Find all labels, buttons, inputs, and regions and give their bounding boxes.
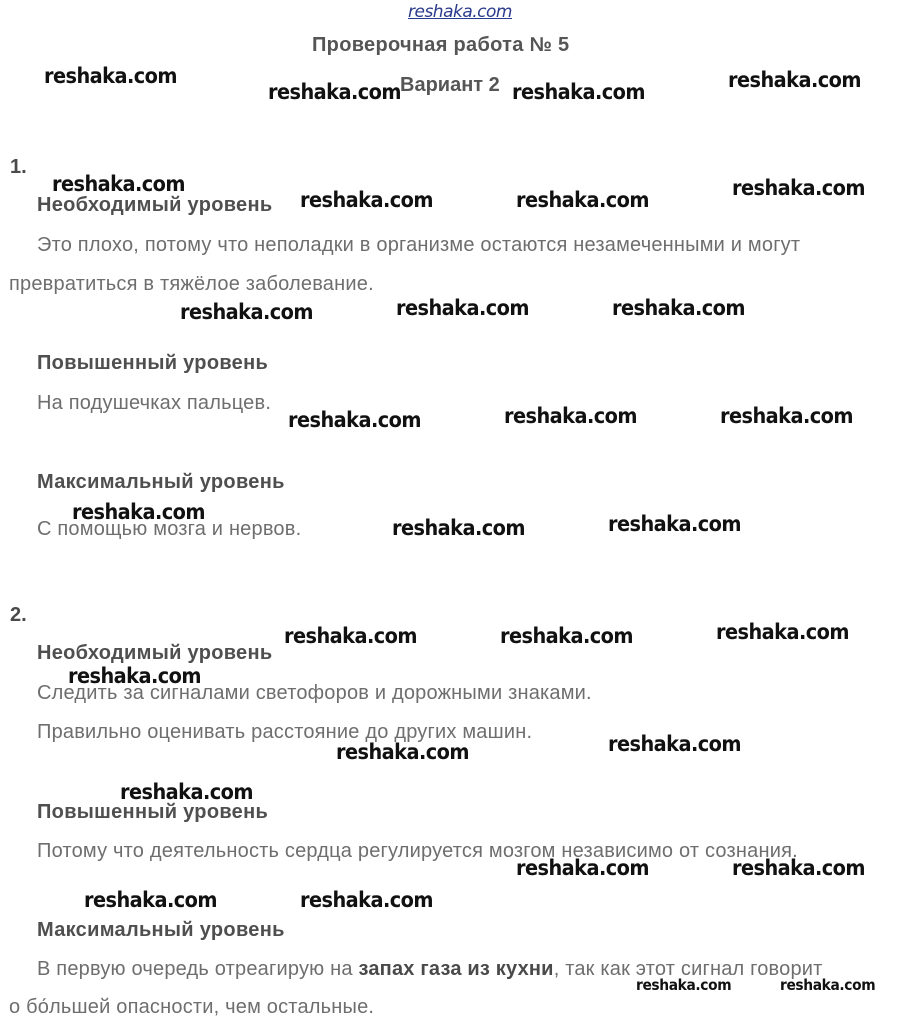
answer-text-suffix: , так как этот сигнал говорит [553, 958, 823, 980]
watermark: reshaka.com [732, 856, 865, 880]
q2-level-required-answer-line1: Следить за сигналами светофоров и дорожными знаками. [37, 682, 592, 704]
watermark: reshaka.com [120, 780, 253, 804]
page-title: Проверочная работа № 5 [312, 34, 570, 56]
q1-level-required-heading: Необходимый уровень [37, 194, 273, 216]
question-number-1: 1. [10, 156, 27, 178]
watermark: reshaka.com [608, 512, 741, 536]
q1-level-maximum-heading: Максимальный уровень [37, 471, 285, 493]
q2-level-required-answer-line2: Правильно оценивать расстояние до других машин. [37, 721, 533, 743]
watermark: reshaka.com [500, 624, 633, 648]
watermark: reshaka.com [612, 296, 745, 320]
watermark: reshaka.com [284, 624, 417, 648]
q2-level-required-heading: Необходимый уровень [37, 642, 273, 664]
watermark: reshaka.com [392, 516, 525, 540]
q1-level-advanced-heading: Повышенный уровень [37, 352, 269, 374]
watermark: reshaka.com [288, 408, 421, 432]
watermark: reshaka.com [44, 64, 177, 88]
watermark: reshaka.com [68, 664, 201, 688]
watermark: reshaka.com [84, 888, 217, 912]
answer-text-prefix: В первую очередь отреагирую на [37, 958, 359, 980]
q2-level-maximum-heading: Максимальный уровень [37, 919, 285, 941]
site-header-link[interactable]: reshaka.com [408, 2, 512, 22]
watermark: reshaka.com [512, 80, 645, 104]
watermark: reshaka.com [336, 740, 469, 764]
watermark: reshaka.com [780, 976, 876, 994]
watermark: reshaka.com [608, 732, 741, 756]
question-number-2: 2. [10, 604, 27, 626]
q2-level-advanced-answer: Потому что деятельность сердца регулируется мозгом независимо от сознания. [37, 840, 798, 862]
variant-label: Вариант 2 [400, 74, 500, 96]
watermark: reshaka.com [516, 856, 649, 880]
watermark: reshaka.com [716, 620, 849, 644]
watermark: reshaka.com [396, 296, 529, 320]
q1-level-advanced-answer: На подушечках пальцев. [37, 392, 272, 414]
watermark: reshaka.com [52, 172, 185, 196]
watermark: reshaka.com [732, 176, 865, 200]
watermark: reshaka.com [72, 500, 205, 524]
watermark: reshaka.com [728, 68, 861, 92]
q2-level-advanced-heading: Повышенный уровень [37, 801, 269, 823]
watermark: reshaka.com [504, 404, 637, 428]
q1-level-required-answer-line1: Это плохо, потому что неполадки в организме остаются незамеченными и могут [37, 234, 801, 256]
q1-level-required-answer-line2: превратиться в тяжёлое заболевание. [9, 273, 374, 295]
watermark: reshaka.com [268, 80, 401, 104]
watermark: reshaka.com [636, 976, 732, 994]
q1-level-maximum-answer: С помощью мозга и нервов. [37, 518, 302, 540]
watermark: reshaka.com [516, 188, 649, 212]
watermark: reshaka.com [720, 404, 853, 428]
q2-level-maximum-answer-line2: о бо́льшей опасности, чем остальные. [9, 996, 375, 1018]
watermark: reshaka.com [300, 188, 433, 212]
watermark: reshaka.com [180, 300, 313, 324]
answer-text-emphasis: запах газа из кухни [358, 958, 554, 980]
watermark: reshaka.com [300, 888, 433, 912]
